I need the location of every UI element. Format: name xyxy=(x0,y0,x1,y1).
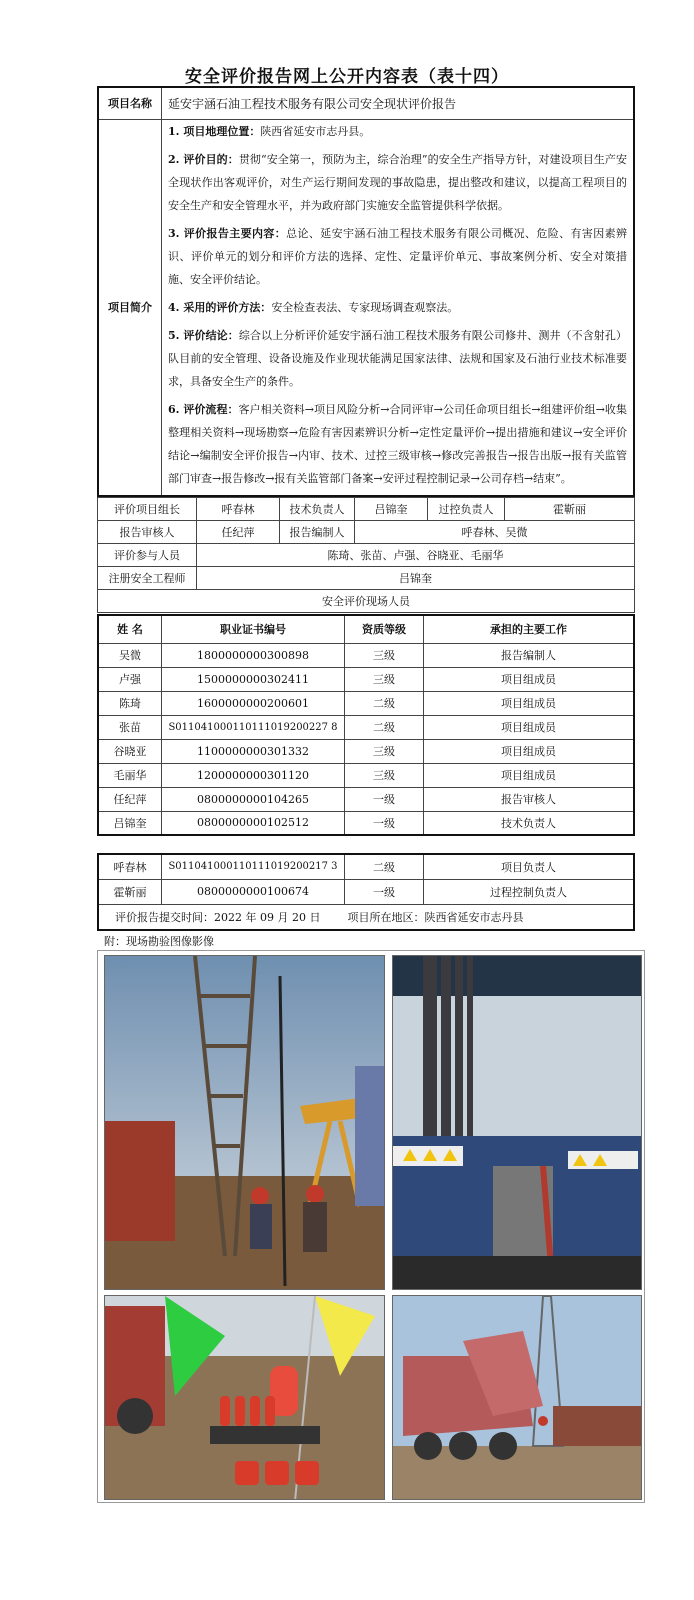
project-name-label: 项目名称 xyxy=(98,87,162,119)
staff-name: 张苗 xyxy=(98,715,162,739)
reviewer-value: 任纪萍 xyxy=(197,521,280,544)
staff-cert: S011041000110111019200227 8 xyxy=(162,715,345,739)
staff-cert: 0800000000104265 xyxy=(162,787,345,811)
intro-head: 1. 项目地理位置： xyxy=(168,124,261,138)
table-row xyxy=(98,879,634,904)
engineer-value: 吕锦奎 xyxy=(197,567,635,590)
tech-label: 技术负责人 xyxy=(280,498,355,521)
staff-cert: 1800000000300898 xyxy=(162,643,345,667)
author-label: 报告编制人 xyxy=(280,521,355,544)
reviewer-label: 报告审核人 xyxy=(98,521,197,544)
staff-duty: 项目组成员 xyxy=(424,739,635,763)
staff-cert: 1500000000302411 xyxy=(162,667,345,691)
col-header: 姓 名 xyxy=(98,615,162,643)
staff-name: 任纪萍 xyxy=(98,787,162,811)
project-name-value: 延安宇涵石油工程技术服务有限公司安全现状评价报告 xyxy=(162,87,635,119)
staff-name: 霍靳丽 xyxy=(98,879,162,904)
table-row xyxy=(98,643,634,667)
page-title: 安全评价报告网上公开内容表（表十四） xyxy=(185,67,509,87)
participants-value: 陈琦、张苗、卢强、谷晓亚、毛丽华 xyxy=(197,544,635,567)
intro-text: 总论、延安宇涵石油工程技术服务有限公司概况、危险、有害因素辨识、评价单元的划分和评价方法的选择、定性、定量评价单元、事故案例分析、安全对策措施、安全评价结论。 xyxy=(168,226,628,286)
staff-level: 二级 xyxy=(345,715,424,739)
staff-level: 二级 xyxy=(345,854,424,879)
staff-duty: 报告审核人 xyxy=(424,787,635,811)
table-row xyxy=(98,763,634,787)
staff-duty: 项目负责人 xyxy=(424,854,635,879)
intro-item xyxy=(168,222,627,291)
photo-grid xyxy=(97,950,645,1503)
tech-value: 吕锦奎 xyxy=(355,498,428,521)
staff-level: 三级 xyxy=(345,763,424,787)
staff-level: 一级 xyxy=(345,787,424,811)
col-header: 资质等级 xyxy=(345,615,424,643)
project-intro-label: 项目简介 xyxy=(98,119,162,496)
author-value: 呼春林、吴微 xyxy=(355,521,635,544)
intro-text: 安全检查表法、专家现场调查观察法。 xyxy=(271,300,459,314)
staff-cert: 0800000000100674 xyxy=(162,879,345,904)
staff-cert: 1200000000301120 xyxy=(162,763,345,787)
project-intro xyxy=(162,119,635,496)
staff-duty: 技术负责人 xyxy=(424,811,635,835)
appendix-caption: 附：现场勘验图像影像 xyxy=(104,935,214,948)
staff-duty: 报告编制人 xyxy=(424,643,635,667)
project-info-table xyxy=(97,86,635,497)
process-value: 霍靳丽 xyxy=(505,498,635,521)
staff-duty: 项目组成员 xyxy=(424,691,635,715)
intro-head: 2. 评价目的： xyxy=(168,152,239,166)
intro-text: 客户相关资料→项目风险分析→合同评审→公司任命项目组长→组建评价组→收集整理相关资料→现场勘察→危险有害因素辨识分析→定性定量评价→提出措施和建议→安全评价结论→编制安全评价报告→内审、技术、过控三级审核→修改完善报告→报告出版→报有关监管部门审查→报告修改→报有关监管部门备案→安评过程控制记录→公司存档→结束”。 xyxy=(168,402,627,485)
table-row xyxy=(98,691,634,715)
site-photo-safety xyxy=(104,1295,385,1500)
staff-name: 卢强 xyxy=(98,667,162,691)
leader-label: 评价项目组长 xyxy=(98,498,197,521)
staff-level: 一级 xyxy=(345,879,424,904)
staff-name: 毛丽华 xyxy=(98,763,162,787)
staff-table-2 xyxy=(97,853,635,931)
intro-item xyxy=(168,148,627,217)
table-row xyxy=(98,715,634,739)
process-label: 过控负责人 xyxy=(428,498,505,521)
table-row xyxy=(98,854,634,879)
intro-item xyxy=(168,324,627,393)
table-row xyxy=(98,811,634,835)
staff-cert: S011041000110111019200217 3 xyxy=(162,854,345,879)
intro-head: 6. 评价流程： xyxy=(168,402,239,416)
location-label: 项目所在地区： xyxy=(347,910,425,924)
intro-item xyxy=(168,398,627,490)
submit-label: 评价报告提交时间： xyxy=(115,910,214,924)
staff-name: 吴微 xyxy=(98,643,162,667)
staff-cert: 1600000000200601 xyxy=(162,691,345,715)
intro-text: 贯彻“安全第一，预防为主，综合治理”的安全生产指导方针，对建设项目生产安全现状作出客观评价，对生产运行期间发现的事故隐患，提出整改和建议，以提高工程项目的安全生产和安全管理水平，并为政府部门实施安全监管提供科学依据。 xyxy=(168,152,627,212)
site-photo-rig xyxy=(104,955,385,1290)
table-row xyxy=(98,739,634,763)
col-header: 承担的主要工作 xyxy=(424,615,635,643)
table-row xyxy=(98,667,634,691)
staff-duty: 项目组成员 xyxy=(424,763,635,787)
intro-item xyxy=(168,296,627,319)
intro-item xyxy=(168,120,627,143)
roles-table xyxy=(97,497,635,613)
staff-duty: 项目组成员 xyxy=(424,715,635,739)
staff-level: 三级 xyxy=(345,739,424,763)
staff-name: 陈琦 xyxy=(98,691,162,715)
col-header: 职业证书编号 xyxy=(162,615,345,643)
footer-row xyxy=(98,904,634,930)
staff-level: 二级 xyxy=(345,691,424,715)
site-photo-floor xyxy=(392,955,642,1290)
intro-head: 4. 采用的评价方法： xyxy=(168,300,272,314)
intro-head: 3. 评价报告主要内容： xyxy=(168,226,287,240)
participants-label: 评价参与人员 xyxy=(98,544,197,567)
staff-name: 吕锦奎 xyxy=(98,811,162,835)
intro-text: 综合以上分析评价延安宇涵石油工程技术服务有限公司修井、测井（不含射孔）队目前的安全管理、设备设施及作业现状能满足国家法律、法规和国家及石油行业技术标准要求，具备安全生产的条件。 xyxy=(168,328,627,388)
submit-date: 2022 年 09 月 20 日 xyxy=(214,910,321,924)
table-row xyxy=(98,787,634,811)
staff-level: 一级 xyxy=(345,811,424,835)
staff-level: 三级 xyxy=(345,667,424,691)
staff-table xyxy=(97,614,635,836)
intro-text: 陕西省延安市志丹县。 xyxy=(260,124,371,138)
staff-duty: 项目组成员 xyxy=(424,667,635,691)
field-staff-header: 安全评价现场人员 xyxy=(98,590,635,613)
staff-name: 呼春林 xyxy=(98,854,162,879)
staff-duty: 过程控制负责人 xyxy=(424,879,635,904)
staff-cert: 0800000000102512 xyxy=(162,811,345,835)
location-value: 陕西省延安市志丹县 xyxy=(424,910,524,924)
staff-cert: 1100000000301332 xyxy=(162,739,345,763)
staff-level: 三级 xyxy=(345,643,424,667)
leader-value: 呼春林 xyxy=(197,498,280,521)
intro-head: 5. 评价结论： xyxy=(168,328,239,342)
engineer-label: 注册安全工程师 xyxy=(98,567,197,590)
site-photo-truck xyxy=(392,1295,642,1500)
staff-name: 谷晓亚 xyxy=(98,739,162,763)
